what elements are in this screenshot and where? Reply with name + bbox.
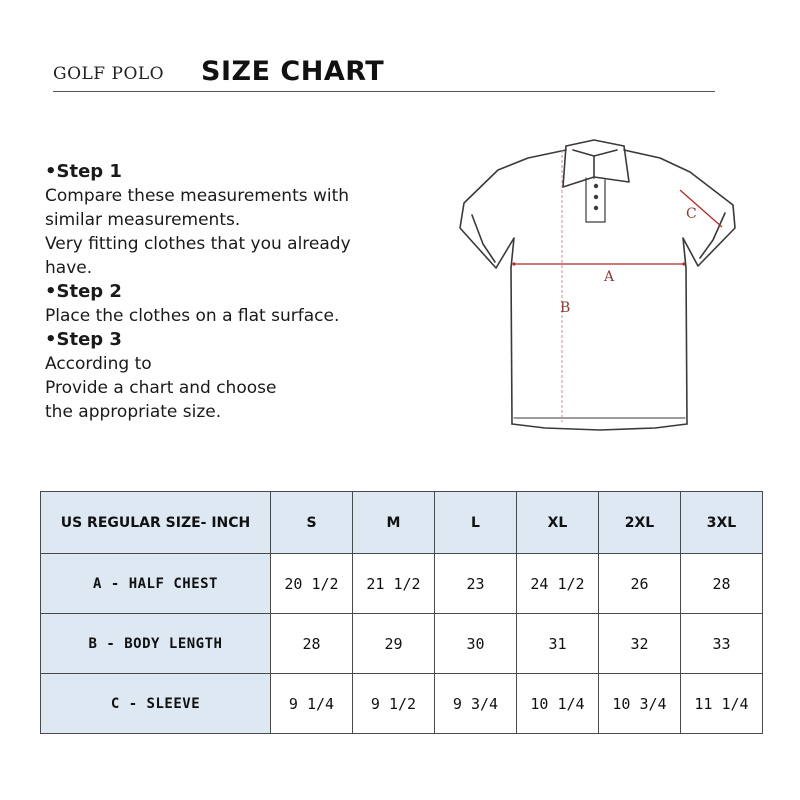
step-heading: •Step 3 xyxy=(45,329,122,350)
value-cell: 24 1/2 xyxy=(517,554,599,614)
value-cell: 30 xyxy=(435,614,517,674)
step-body: According to Provide a chart and choose the appropriate size. xyxy=(45,354,277,422)
step-body: Place the clothes on a flat surface. xyxy=(45,306,340,326)
value-cell: 9 3/4 xyxy=(435,674,517,734)
size-chart-table xyxy=(40,491,763,734)
table-header-row xyxy=(41,492,763,554)
value-cell: 31 xyxy=(517,614,599,674)
row-label-cell: C - SLEEVE xyxy=(41,674,271,734)
value-cell: 21 1/2 xyxy=(353,554,435,614)
value-cell: 28 xyxy=(271,614,353,674)
size-header-cell: 3XL xyxy=(681,492,763,554)
table-row xyxy=(41,674,763,734)
header-divider xyxy=(53,91,715,92)
value-cell: 23 xyxy=(435,554,517,614)
value-cell: 11 1/4 xyxy=(681,674,763,734)
value-cell: 9 1/2 xyxy=(353,674,435,734)
header xyxy=(53,54,723,94)
table-row xyxy=(41,554,763,614)
measurement-label-a: A xyxy=(604,269,615,285)
value-cell: 29 xyxy=(353,614,435,674)
size-header-cell: S xyxy=(271,492,353,554)
size-header-cell: XL xyxy=(517,492,599,554)
size-header-cell: L xyxy=(435,492,517,554)
value-cell: 9 1/4 xyxy=(271,674,353,734)
page-title: SIZE CHART xyxy=(201,56,385,87)
value-cell: 28 xyxy=(681,554,763,614)
measurement-steps xyxy=(45,160,445,424)
polo-shirt-icon xyxy=(455,125,740,435)
header-label-cell: US REGULAR SIZE- INCH xyxy=(41,492,271,554)
step-heading: •Step 2 xyxy=(45,281,122,302)
step-body: Compare these measurements with similar measurements. Very fitting clothes that you already have. xyxy=(45,186,351,278)
size-header-cell: M xyxy=(353,492,435,554)
row-label-cell: B - BODY LENGTH xyxy=(41,614,271,674)
value-cell: 33 xyxy=(681,614,763,674)
brand-name: GOLF POLO xyxy=(53,64,165,84)
measurement-label-b: B xyxy=(560,300,571,316)
polo-shirt-diagram xyxy=(455,125,740,435)
measurement-label-c: C xyxy=(686,206,697,222)
value-cell: 26 xyxy=(599,554,681,614)
value-cell: 32 xyxy=(599,614,681,674)
step-1 xyxy=(45,160,445,280)
step-heading: •Step 1 xyxy=(45,161,122,182)
step-3 xyxy=(45,328,445,424)
row-label-cell: A - HALF CHEST xyxy=(41,554,271,614)
value-cell: 10 1/4 xyxy=(517,674,599,734)
size-header-cell: 2XL xyxy=(599,492,681,554)
table-row xyxy=(41,614,763,674)
value-cell: 20 1/2 xyxy=(271,554,353,614)
value-cell: 10 3/4 xyxy=(599,674,681,734)
step-2 xyxy=(45,280,445,328)
